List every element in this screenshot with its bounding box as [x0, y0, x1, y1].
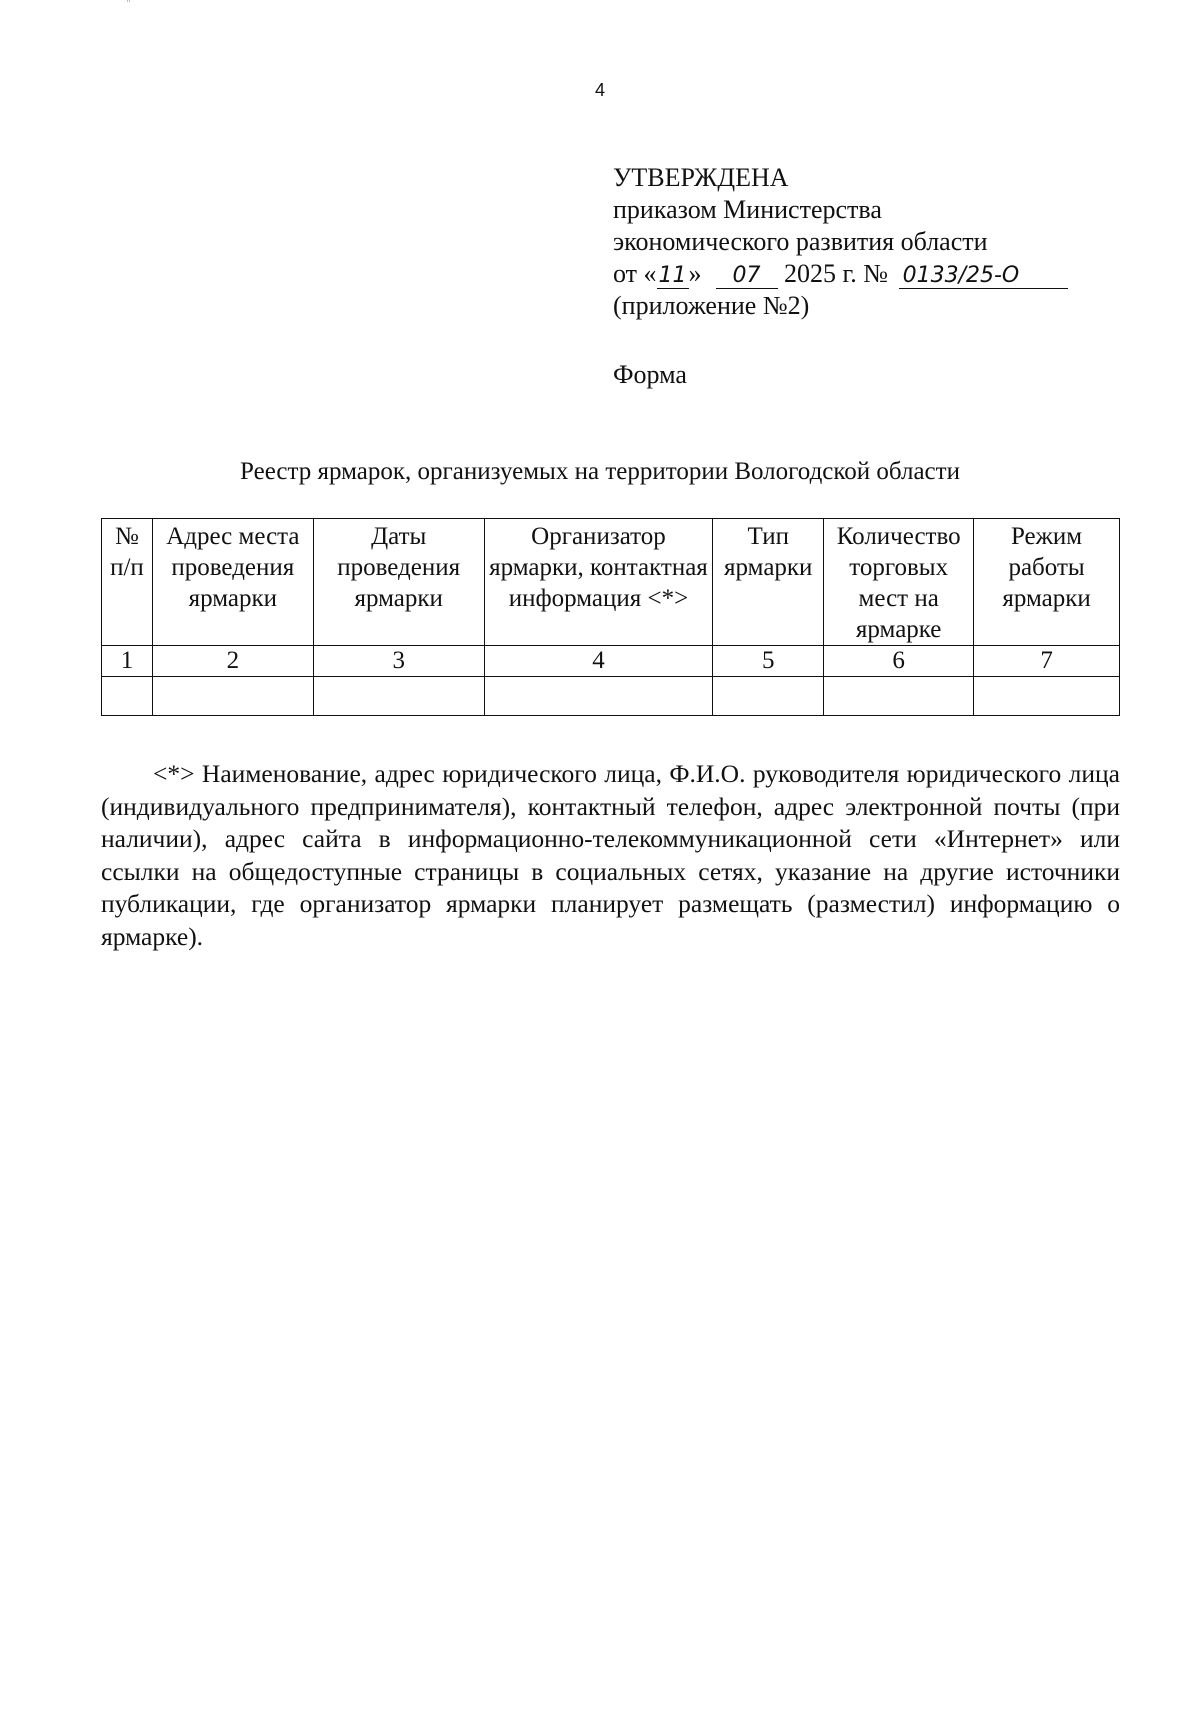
day-suffix: »	[688, 259, 702, 288]
approval-title: УТВЕРЖДЕНА	[613, 163, 789, 192]
table-cell	[484, 677, 713, 716]
page-number: 4	[594, 80, 605, 100]
table-cell	[313, 677, 484, 716]
header-dates: Даты проведения ярмарки	[313, 519, 484, 646]
column-number: 1	[102, 646, 153, 677]
registry-table	[101, 518, 1120, 716]
column-number: 5	[713, 646, 824, 677]
approval-block	[613, 162, 1173, 322]
table-row	[102, 677, 1120, 716]
column-number: 4	[484, 646, 713, 677]
column-number: 6	[824, 646, 974, 677]
table-cell	[152, 677, 313, 716]
approval-line-2: экономического развития области	[613, 227, 988, 256]
column-number: 2	[152, 646, 313, 677]
footnote: <*> Наименование, адрес юридического лица, Ф.И.О. руководителя юридического лица (индивидуального предпринимателя), контактный телефон, адрес электронной почты (при наличии), адрес сайта в информационно-телекоммуникационной сети «Интернет» или ссылки на общедоступные страницы в социальных сетях, указание на другие источники публикации, где организатор ярмарки планирует размещать (разместил) информацию о ярмарке).	[101, 759, 1120, 951]
date-prefix: от «	[613, 259, 657, 288]
scan-mark: ¨	[126, 0, 131, 11]
appendix-label: (приложение №2)	[613, 291, 810, 320]
column-number: 7	[974, 646, 1120, 677]
handwritten-day: 11	[658, 263, 687, 288]
column-number: 3	[313, 646, 484, 677]
table-cell	[974, 677, 1120, 716]
approval-date-line	[613, 258, 1173, 290]
header-address: Адрес места проведения ярмарки	[152, 519, 313, 646]
column-number-row	[102, 646, 1120, 677]
table-cell	[713, 677, 824, 716]
header-schedule: Режим работы ярмарки	[974, 519, 1120, 646]
document-title: Реестр ярмарок, организуемых на территории Вологодской области	[240, 458, 960, 485]
year-label: 2025 г. №	[784, 259, 889, 288]
header-number: № п/п	[102, 519, 153, 646]
header-organizer: Организатор ярмарки, контактная информация <*>	[484, 519, 713, 646]
approval-line-1: приказом Министерства	[613, 195, 882, 224]
header-places: Количество торговых мест на ярмарке	[824, 519, 974, 646]
table-cell	[102, 677, 153, 716]
table-header-row	[102, 519, 1120, 646]
handwritten-order-number: 0133/25-О	[899, 264, 1068, 289]
form-label: Форма	[613, 360, 687, 389]
header-type: Тип ярмарки	[713, 519, 824, 646]
table-cell	[824, 677, 974, 716]
handwritten-month: 07	[716, 264, 778, 289]
